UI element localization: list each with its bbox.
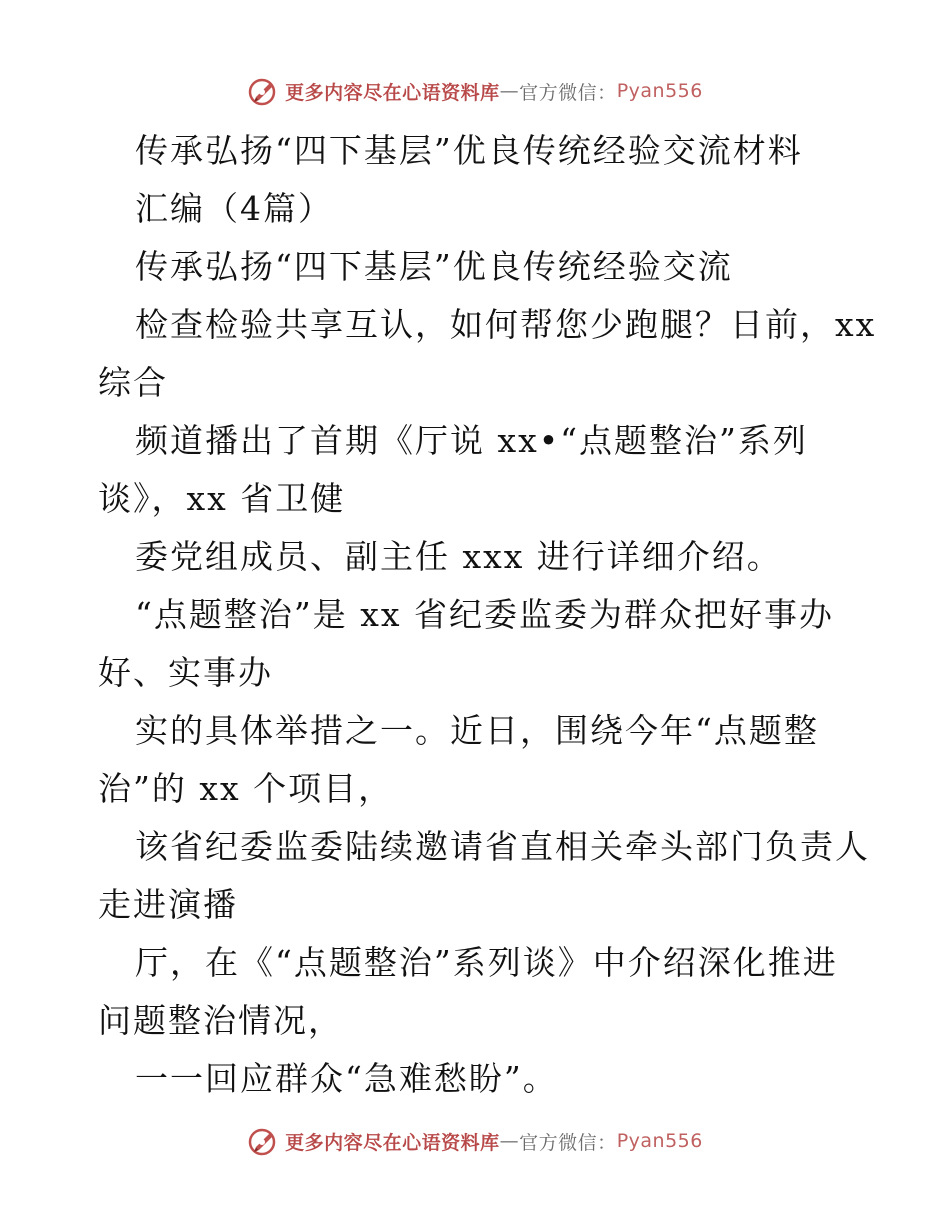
paragraph-line: 委党组成员、副主任 xxx 进行详细介绍。 <box>135 537 782 576</box>
paragraph-line: 谈》，xx 省卫健 <box>98 479 346 518</box>
header-banner <box>0 71 950 111</box>
banner-title: 更多内容尽在心语资料库 <box>285 81 500 104</box>
doc-title-line-2: 汇编（4篇） <box>135 189 333 228</box>
paragraph-line: 好、实事办 <box>98 653 273 692</box>
paragraph-line: 问题整治情况， <box>98 1001 343 1040</box>
banner-wechat-label: 官方微信： <box>519 81 617 104</box>
paragraph-line: 走进演播 <box>98 885 238 924</box>
banner-separator: — <box>499 80 520 102</box>
paragraph-line: 检查检验共享互认，如何帮您少跑腿？日前，xx <box>135 305 877 344</box>
paragraph-line: 该省纪委监委陆续邀请省直相关牵头部门负责人 <box>135 827 870 866</box>
pen-circle-logo-icon <box>247 75 279 107</box>
paragraph-line: “点题整治”是 xx 省纪委监委为群众把好事办 <box>135 595 834 634</box>
banner-wechat-id: Pyan556 <box>616 1130 703 1152</box>
banner-title: 更多内容尽在心语资料库 <box>285 1131 500 1154</box>
paragraph-line: 实的具体举措之一。近日，围绕今年“点题整 <box>135 711 819 750</box>
pen-circle-logo-icon <box>247 1125 279 1157</box>
paragraph-line: 频道播出了首期《厅说 xx•“点题整治”系列 <box>135 421 808 460</box>
doc-title-line-1: 传承弘扬“四下基层”优良传统经验交流材料 <box>135 131 803 170</box>
paragraph-line: 综合 <box>98 363 168 402</box>
paragraph-line: 治”的 xx 个项目， <box>98 769 394 808</box>
doc-subtitle: 传承弘扬“四下基层”优良传统经验交流 <box>135 247 733 286</box>
paragraph-line: 厅，在《“点题整治”系列谈》中介绍深化推进 <box>135 943 838 982</box>
footer-banner <box>0 1121 950 1161</box>
document-body <box>98 122 877 1108</box>
paragraph-line: 一一回应群众“急难愁盼”。 <box>135 1059 558 1098</box>
banner-separator: — <box>499 1130 520 1152</box>
banner-wechat-id: Pyan556 <box>616 80 703 102</box>
banner-wechat-label: 官方微信： <box>519 1131 617 1154</box>
